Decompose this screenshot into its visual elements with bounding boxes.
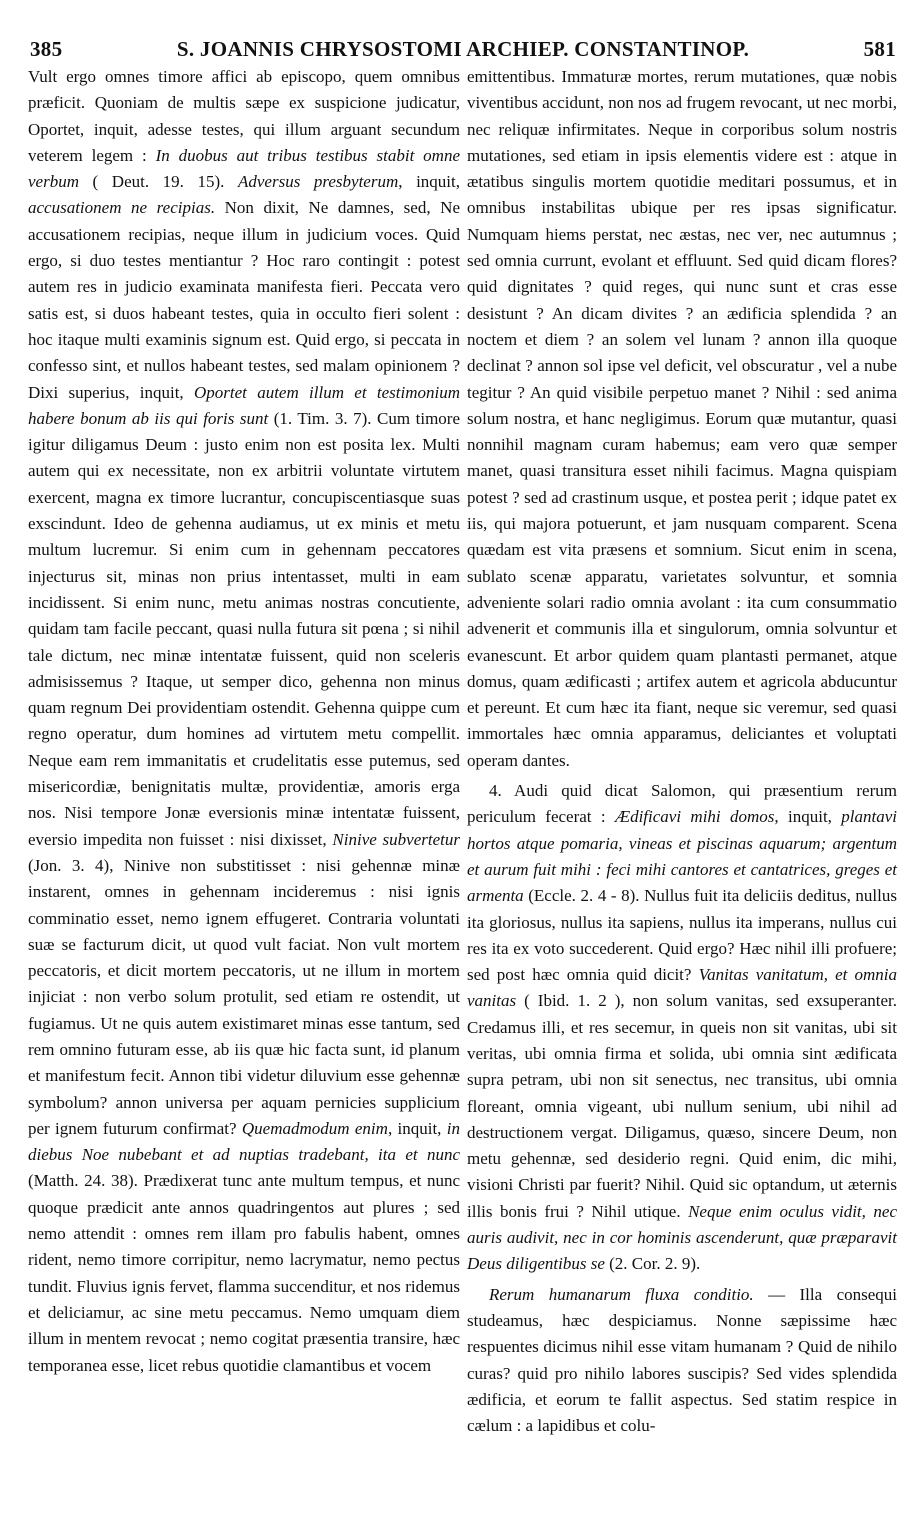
italic-citation-text: Rerum humanarum fluxa conditio. xyxy=(489,1284,754,1304)
right-paragraph-1 xyxy=(467,64,897,774)
italic-citation-text: Ædificavi mihi domos xyxy=(614,807,775,827)
italic-citation-text: Quemadmodum enim xyxy=(241,1118,388,1138)
running-header xyxy=(30,34,896,64)
body-text: ( Deut. 19. 15). xyxy=(78,172,238,192)
italic-citation-text: Ninive subvertetur xyxy=(332,829,460,849)
body-text: emittentibus. Immaturæ mortes, rerum mutationes, quæ nobis viventibus accidunt, non nos ad frugem revocant, ut nec morbi, nec reliquæ infirmitates. Neque in corporibus solum nostris mutationes, sed etiam in ipsis elementis videre est : atque in ætatibus singulis mortem quotidie meditari possumus, et in omnibus instabilitas ubique per res ipsas significatur. Numquam hiems perstat, nec æstas, nec ver, nec autumnus ; sed omnia currunt, evolant et effluunt. Sed quid dicam flores? quid dignitates ? quid reges, qui nunc sunt et cras esse desistunt ? An dicam divites ? an ædificia splendida ? an noctem et diem ? an solem vel lunam ? annon illa quoque declinat ? annon sol ipse vel deficit, vel obscuratur , vel a nube tegitur ? An quid visibile perpetuo manet ? Nihil : sed anima solum nostra, et hanc negligimus. Eorum quæ mutantur, quasi nonnihil magnam curam habemus; eam vero quæ semper manet, quasi transitura esset nihili facimus. Magna quispiam potest ? sed ad crastinum usque, et postea perit ; idque patet ex iis, qui majora potuerunt, et jam nusquam comparent. Scena quædam est vita præsens et somnium. Sicut enim in scena, sublato scenæ apparatu, varietates solvuntur, et somnia adveniente solari radio omnia avolant : ita cum consummatio advenerit et communis illa et singulorum, omnia solvuntur et evanescunt. Et arbor quidem quam plantasti permanet, atque domus, quam ædificasti ; artifex autem et agricola abducuntur et pereunt. Et cum hæc ita fiant, neque sic veremur, sed quasi immortales hæc omnia apparamus, deliciantes et voluptati operam dantes. xyxy=(467,67,897,770)
italic-citation-text: accusationem ne recipias. xyxy=(28,198,216,218)
italic-citation-text: Adversus presbyterum xyxy=(237,172,399,192)
body-text: — Illa consequi studeamus, hæc despiciamus. Nonne sæpissime hæc respuentes dicimus nihil esse vitam humanam ? Quid de nihilo curas? quid pro nihilo labores suscipis? Sed vides splendida ædificia, et eorum te fallit aspectus. Sed statim respice in cælum : a lapidibus et colu- xyxy=(467,1284,897,1436)
right-paragraph-3 xyxy=(467,1282,897,1440)
right-paragraph-2 xyxy=(467,778,897,1278)
body-text: ( Ibid. 1. 2 ), non solum vanitas, sed exsuperanter. Credamus illi, et res secemur, in queis non sit vanitas, ubi sit veritas, ubi omnia firma et solida, ubi omnia sint ædificata supra petram, ubi non sit senectus, nec transitus, ubi omnia floreant, omnia vigeant, ubi nullum senium, ubi nihil ad destructionem vergat. Diligamus, quæso, sincere Deum, non metu gehennæ, sed desiderio regni. Quid enim, dic mihi, visioni Christi par fuerit? Nihil. Quid sic optandum, ut æternis illis bonis frui ? Nihil utique. xyxy=(467,991,897,1221)
italic-citation-text: Vanitas vanitatum, et omnia vanitas xyxy=(467,965,898,1011)
running-title: S. JOANNIS CHRYSOSTOMI ARCHIEP. CONSTANTINOP. xyxy=(176,36,750,61)
italic-citation-text: Oportet autem illum et testimonium habere bonum ab iis qui foris sunt xyxy=(28,382,460,428)
body-text: (Jon. 3. 4), Ninive non substitisset : nisi gehennæ minæ instarent, omnes in gehennam incideremus : nisi ignis comminatio esset, nemo ignem effugeret. Contraria voluntati suæ se facturum dicit, ut quod vult faciat. Non vult mortem peccatoris, et dicit mortem peccatoris, ut ne illum in mortem injiciat : non verbo solum protulit, sed etiam re ostendit, ut fugiamus. Ut ne quis autem existimaret minas esse tantum, sed rem omnino futuram esse, ab iis quæ hic facta sunt, id planum et manifestum fecit. Annon tibi videtur diluvium esse gehennæ symbolum? annon universa per aquam pernicies supplicium per ignem futurum confirmat? xyxy=(28,855,460,1138)
body-text: , inquit, xyxy=(398,172,460,192)
italic-citation-text: In duobus aut tribus testibus stabit omne verbum xyxy=(28,145,460,192)
body-text: (Matth. 24. 38). Prædixerat tunc ante multum tempus, et nunc quoque prædicit ante annos quadringentos aut plures ; sed nemo attendit : omnes rem illam pro fabulis habent, omnes rident, nemo timore corripitur, nemo lacrymatur, nemo pectus tundit. Fluvius ignis fervet, flamma succenditur, et nos ridemus et deliciamur, ac sine metu peccamus. Nemo umquam diem illum in mentem revocat ; nemo cogitat præsentia transire, hæc temporanea esse, licet rebus quotidie clamantibus et vocem xyxy=(28,1171,460,1375)
page-number-left: 385 xyxy=(30,36,63,61)
body-text: , inquit, xyxy=(387,1118,447,1138)
italic-citation-text: plantavi hortos atque pomaria, vineas et piscinas aquarum; argentum et aurum fuit mihi : feci mihi cantores et cantatrices, greges et armenta xyxy=(467,807,897,906)
body-text: , inquit, xyxy=(774,807,842,827)
italic-citation-text: in diebus Noe nubebant et ad nuptias tradebant, ita et nunc xyxy=(28,1118,460,1165)
body-text: Non dixit, Ne damnes, sed, Ne accusationem recipias, neque illum in judicium voces. Quid ergo, si duo testes mentiantur ? Hoc raro contingit : potest autem res in judicio examinata manifesta fieri. Peccata vero satis est, si duos habeant testes, quia in occulto fieri solent : hoc itaque multi examinis signum est. Quid ergo, si peccata in confesso sint, et nullos habeant testes, sed malam opinionem ? Dixi superius, inquit, xyxy=(28,198,460,402)
body-text: Vult ergo omnes timore affici ab episcopo, quem omnibus præficit. Quoniam de multis sæpe ex suspicione judicatur, Oportet, inquit, adesse testes, qui illum arguant secundum veterem legem : xyxy=(28,67,460,165)
page-number-right: 581 xyxy=(863,36,896,61)
body-text: 4. Audi quid dicat Salomon, qui præsentium rerum periculum fecerat : xyxy=(467,781,897,827)
body-text: (Eccle. 2. 4 - 8). Nullus fuit ita deliciis deditus, nullus ita gloriosus, nullus ita sapiens, nullus ita imperans, nullus cui res ita ex voto succederent. Quid ergo? Hæc nihil illi profuere; sed post hæc omnia quid dicit? xyxy=(467,886,897,985)
left-paragraph-1 xyxy=(28,64,460,1379)
right-column xyxy=(467,64,897,1540)
body-text: (1. Tim. 3. 7). Cum timore igitur diligamus Deum : justo enim non est posita lex. Multi autem qui ex necessitate, non ex arbitrii voluntate virtutem exercent, magna ex timore lucrantur, concupiscentiasque suas exscindunt. Ideo de gehenna audiamus, ut ex minis et metu multum lucremur. Si enim cum in gehennam peccatores injecturus sit, minas non prius intentasset, multi in eam incidissent. Si enim nunc, metu animas nostras concutiente, quidam tam facile peccant, quasi nulla futura sit pœna ; si nihil tale dictum, nec minæ intentatæ fuissent, quid non sceleris admisissemus ? Itaque, ut semper dico, gehenna non minus quam regnum Dei providentiam ostendit. Gehenna quippe cum regno operatur, dum homines ad virtutem metu compellit. Neque eam rem immanitatis et crudelitatis esse putemus, sed misericordiæ, benignitatis multæ, providentiæ, amoris erga nos. Nisi tempore Jonæ eversionis minæ intentatæ fuissent, eversio impedita non fuisset : nisi dixisset, xyxy=(28,408,460,849)
left-column xyxy=(28,64,460,1540)
italic-citation-text: Neque enim oculus vidit, nec auris audivit, nec in cor hominis ascenderunt, quæ præparavit Deus diligentibus se xyxy=(467,1201,897,1274)
body-text: (2. Cor. 2. 9). xyxy=(604,1254,701,1274)
